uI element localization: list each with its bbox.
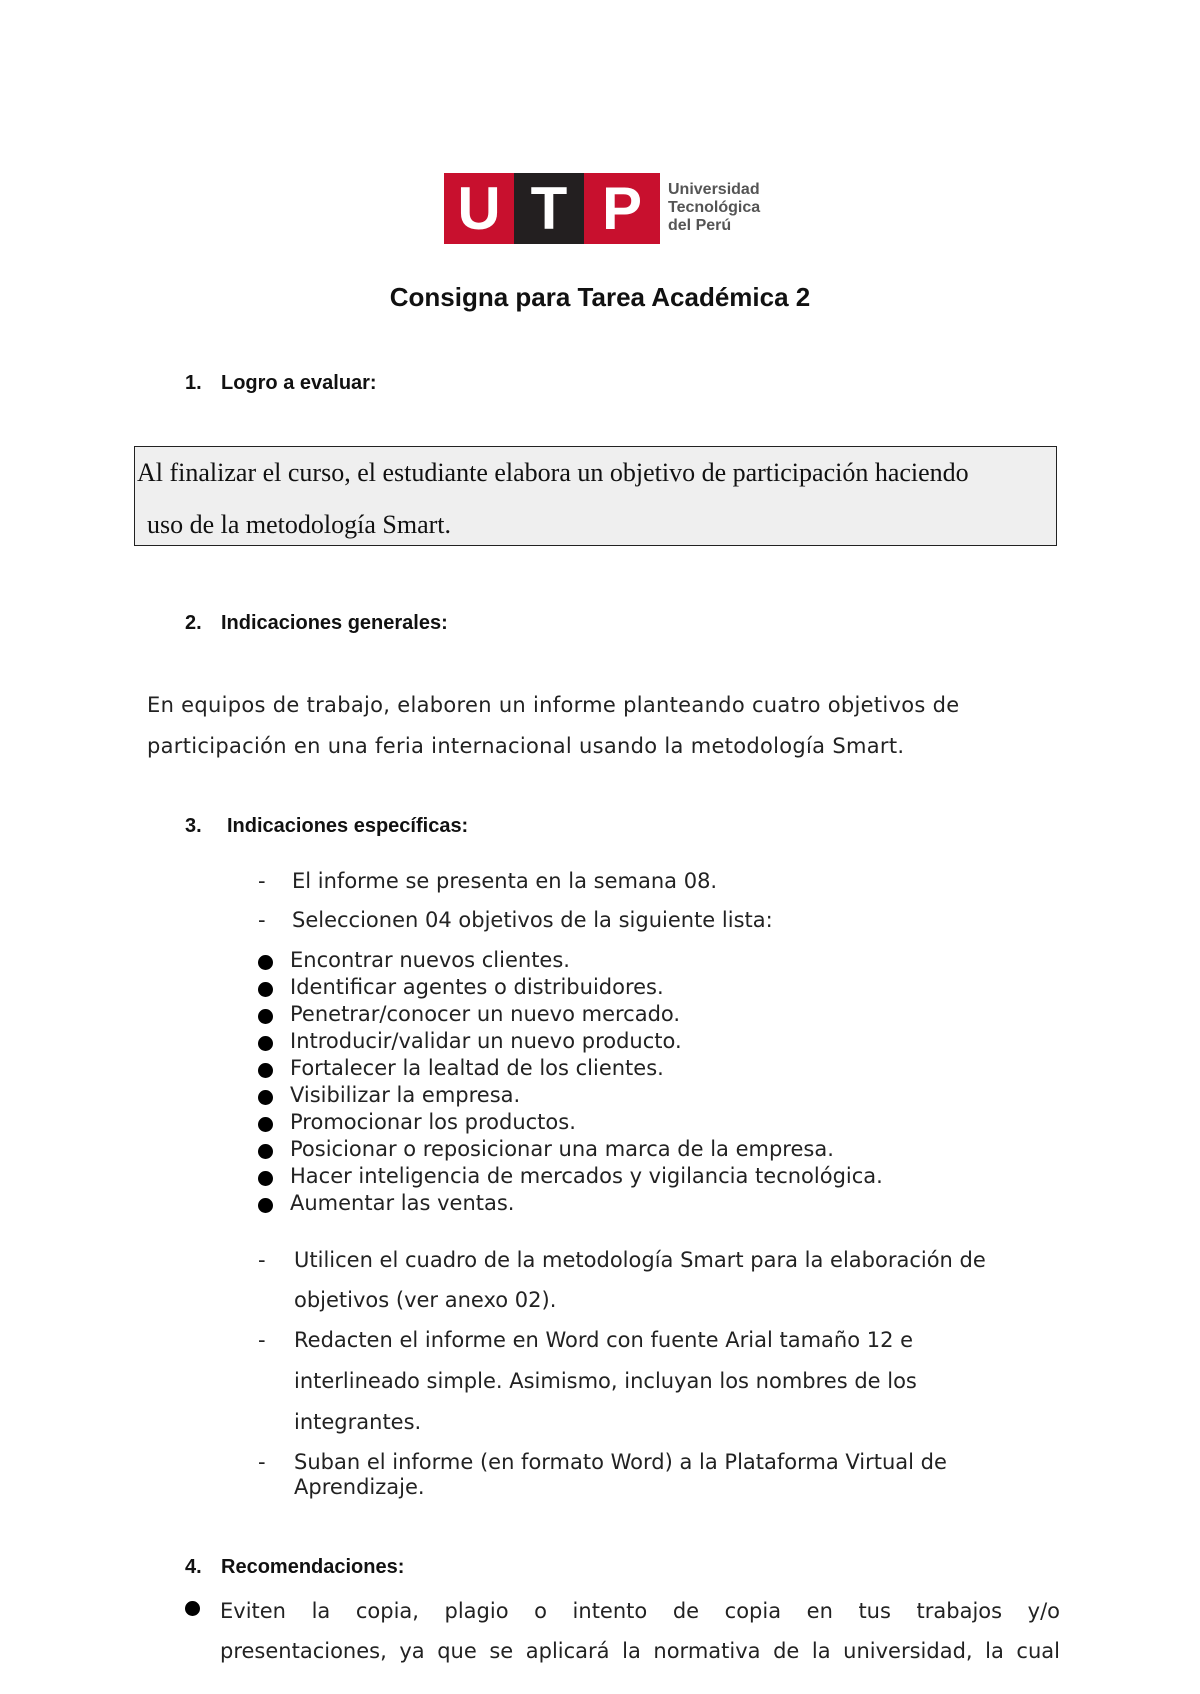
dash-marker: - (258, 869, 266, 893)
instruction-text: Seleccionen 04 objetivos de la siguiente lista: (292, 908, 773, 932)
recommendation-text (220, 1591, 1060, 1671)
instruction-text: Utilicen el cuadro de la metodología Smart para la elaboración de (294, 1248, 986, 1272)
recommendation-line: Eviten la copia, plagio o intento de copia en tus trabajos y/o (220, 1599, 1060, 1623)
bullet-icon (185, 1601, 200, 1616)
section-number: 4. (185, 1556, 202, 1578)
logo-university-name (668, 181, 778, 235)
instruction-text: Redacten el informe en Word con fuente Arial tamaño 12 e (294, 1328, 914, 1352)
objective-text: Introducir/validar un nuevo producto. (290, 1029, 682, 1053)
logo-letter-p: P (584, 173, 660, 244)
logo-name-line: del Perú (668, 217, 732, 234)
dash-marker: - (258, 908, 266, 932)
logo-name-line: Universidad (668, 181, 760, 198)
section-label: Logro a evaluar: (221, 372, 377, 394)
achievement-box (134, 446, 1057, 546)
bullet-icon (258, 982, 273, 997)
instruction-text: integrantes. (294, 1410, 422, 1434)
section-label: Recomendaciones: (221, 1556, 405, 1578)
bullet-icon (258, 1036, 273, 1051)
instruction-text: Suban el informe (en formato Word) a la Plataforma Virtual de (294, 1450, 947, 1474)
section-label: Indicaciones específicas: (227, 815, 469, 837)
recommendation-line: presentaciones, ya que se aplicará la normativa de la universidad, la cual (220, 1639, 1060, 1663)
bullet-icon (258, 1171, 273, 1186)
section-4-heading (185, 1556, 404, 1579)
logo-letter-t: T (514, 173, 584, 244)
objective-text: Hacer inteligencia de mercados y vigilancia tecnológica. (290, 1164, 883, 1188)
instruction-text: El informe se presenta en la semana 08. (292, 869, 718, 893)
logo-name-line: Tecnológica (668, 199, 761, 216)
utp-logo (444, 173, 774, 244)
objective-text: Posicionar o reposicionar una marca de la empresa. (290, 1137, 834, 1161)
section-2-heading (185, 612, 448, 635)
instruction-text: interlineado simple. Asimismo, incluyan los nombres de los (294, 1369, 917, 1393)
objective-text: Fortalecer la lealtad de los clientes. (290, 1056, 664, 1080)
dash-marker: - (258, 1328, 266, 1352)
general-paragraph-line: En equipos de trabajo, elaboren un informe planteando cuatro objetivos de (147, 693, 960, 717)
section-number: 2. (185, 612, 202, 634)
objective-text: Visibilizar la empresa. (290, 1083, 521, 1107)
section-number: 3. (185, 815, 202, 837)
instruction-text: Aprendizaje. (294, 1475, 425, 1499)
objective-text: Aumentar las ventas. (290, 1191, 515, 1215)
section-3-heading (185, 815, 468, 838)
section-number: 1. (185, 372, 202, 394)
bullet-icon (258, 1144, 273, 1159)
bullet-icon (258, 1198, 273, 1213)
bullet-icon (258, 1009, 273, 1024)
bullet-icon (258, 1117, 273, 1132)
achievement-line: uso de la metodología Smart. (147, 510, 452, 539)
document-title: Consigna para Tarea Académica 2 (389, 282, 811, 312)
section-1-heading (185, 372, 377, 395)
achievement-line: Al finalizar el curso, el estudiante elabora un objetivo de participación haciendo (137, 458, 969, 487)
bullet-icon (258, 955, 273, 970)
dash-marker: - (258, 1248, 266, 1272)
general-paragraph-line: participación en una feria internacional usando la metodología Smart. (147, 734, 905, 758)
instruction-text: objetivos (ver anexo 02). (294, 1288, 557, 1312)
logo-letter-u: U (444, 173, 514, 244)
bullet-icon (258, 1090, 273, 1105)
objective-text: Encontrar nuevos clientes. (290, 948, 570, 972)
section-label: Indicaciones generales: (221, 612, 448, 634)
objective-text: Penetrar/conocer un nuevo mercado. (290, 1002, 681, 1026)
dash-marker: - (258, 1450, 266, 1474)
objective-text: Identificar agentes o distribuidores. (290, 975, 664, 999)
objective-text: Promocionar los productos. (290, 1110, 576, 1134)
bullet-icon (258, 1063, 273, 1078)
